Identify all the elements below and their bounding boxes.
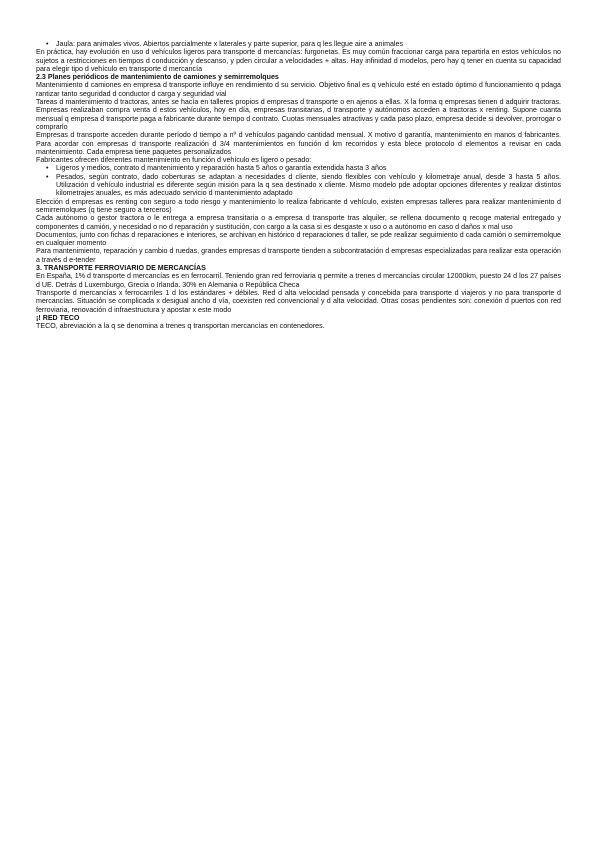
jaula-list [36,40,561,48]
paragraph-eleccion: Elección d empresas es renting con seguro a todo riesgo y mantenimiento lo realiza fabricante d vehículo, existen empresas talleres para realizar mantenimiento d semirremolques (q tiene seguro a terceros) [36,197,561,214]
list-item: • Ligeros y medios, contrato d mantenimiento y reparación hasta 5 años o garantía extendida hasta 3 años [46,164,561,172]
paragraph-mant1: Mantenimiento d camiones en empresa d transporte influye en rendimiento d su servicio. Objetivo final es q vehículo esté en estado óptimo d funcionamiento q pdaga rantizar tanto seguridad d conductor d carga y seguridad vial [36,81,561,98]
paragraph-fabricantes: Fabricantes ofrecen diferentes mantenimiento en función d vehículo es ligero o pesado: [36,156,312,165]
list-item: • Pesados, según contrato, dado coberturas se adaptan a necesidades d cliente, siendo flexibles con vehículo y kilometraje anual, desde 3 hasta 5 años. Utilización d vehículo industrial es diferente según misión para la q sea destinado x cliente. Mismo modelo pde adoptar opciones diferentes y realizar distintos kilometrajes anuales, es más adecuado servicio d mantenimiento adaptado [46,173,561,198]
paragraph-autonomo: Cada autónomo o gestor tractora o le entrega a empresa transitaria o a empresa d transporte tras alquiler, se rellena documento q recoge material entregado y componentes d camión, y necesidad o no d reparación y sustitución, con cargo a la casa si es desgaste x uso o a autónomo en caso d daños x mal uso [36,214,561,231]
paragraph-mant3: Empresas d transporte acceden durante período d tiempo a nº d vehículos pagando cantidad mensual. X motivo d garantía, mantenimiento en manos d fabricantes. Para acordar con empresas d transporte realización d 3/4 mantenimientos en función d km recorridos y esta blece protocolo d elementos a revisar en cada mantenimiento. Cada empresa tiene paquetes personalizados [36,131,561,156]
fabricantes-list [36,164,561,197]
list-item: • Jaula: para animales vivos. Abiertos parcialmente x laterales y parte superior, para q les llegue aire a animales [46,40,561,48]
paragraph-transporte-ferro: Transporte d mercancías x ferrocarriles 1 d los estándares + débiles. Red d alta velocidad pensada y concebida para transporte d viajeros y no para transporte d mercancías. Situación se complicada x desigual ancho d vía, coexisten red convencional y d alta velocidad. Otras cosas pendientes son: conexión d puertos con red ferroviaria, renovación d infraestructura y apostar x este modo [36,288,561,314]
paragraph-espana: En España, 1% d transporte d mercancías es en ferrocarril. Teniendo gran red ferroviaria q permite a trenes d mercancías circular 12000km, puesto 24 d los 27 países d UE. Detrás d Luxemburgo, Grecia o Irlanda. 30% en Alemania o República Checa [36,272,561,289]
heading-red-teco: ¡! RED TECO [36,313,80,322]
paragraph-mant2: Tareas d mantenimiento d tractoras, antes se hacía en talleres propios d empresas d transporte o en ajenos a ellas. X la forma q empresas tienen d adquirir tractoras. Empresas realizaban compra venta d estos vehículos, hoy en día, empresas transitarias, d transporte y autónomos acceden a tractoras x renting. Supone cuanta mensual q empresa d transporte paga a fabricante durante tiempo d contrato. Cuotas mensuales atractivas y cada paso plazo, empresa decide si devolver, prorrogar o comprarlo [36,98,561,131]
heading-2-3: 2.3 Planes periódicos de mantenimiento de camiones y semirremolques [36,73,279,82]
heading-3: 3. TRANSPORTE FERROVIARIO DE MERCANCÍAS [36,264,206,273]
document-content [36,40,561,330]
paragraph-teco: TECO, abreviación a la q se denomina a trenes q transportan mercancías en contenedores. [36,322,325,331]
paragraph-furgonetas: En práctica, hay evolución en uso d vehículos ligeros para transporte d mercancías: furgonetas. Es muy común fraccionar carga para repartirla en estos vehículos no sujetos a restricciones en tiempos d conducción y descanso, y pden circular a velocidades + altas. Hay infinidad d modelos, pero hay q tener en cuenta su capacidad para elegir tipo d vehículo en transporte d mercancía [36,48,561,73]
paragraph-reparacion: Para mantenimiento, reparación y cambio d ruedas, grandes empresas d transporte tienden a subcontratación d empresas especializadas para realizar esta operación a través d e-tender [36,247,561,264]
paragraph-documentos: Documentos, junto con fichas d reparaciones e interiores, se archivan en histórico d reparaciones d taller, se pde realizar seguimiento d cada camión o semirremolque en cualquier momento [36,230,561,248]
